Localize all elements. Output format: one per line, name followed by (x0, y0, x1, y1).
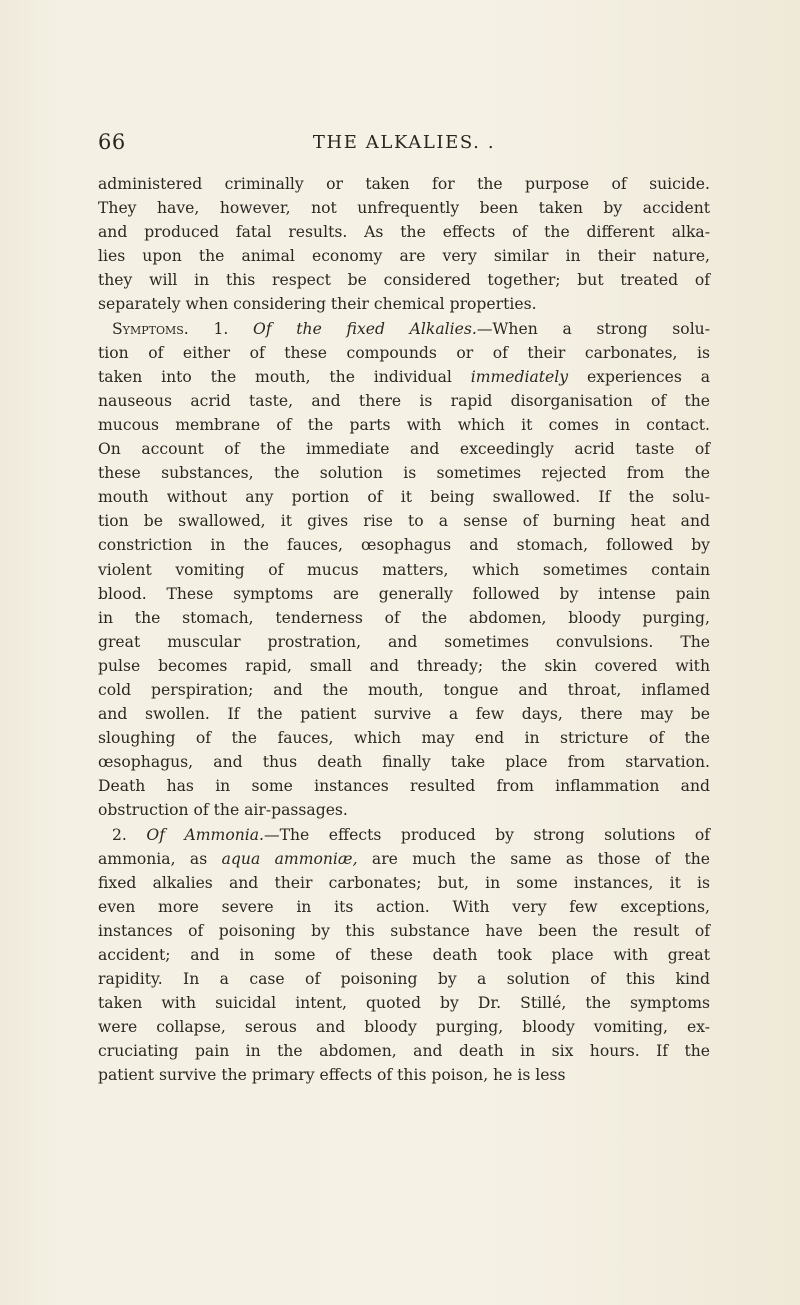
running-head: THE ALKALIES. . (312, 132, 496, 153)
text-line: mouth without any portion of it being swallowed. If the solu- (98, 488, 710, 507)
text-line: violent vomiting of mucus matters, which sometimes contain (98, 560, 710, 579)
emphasis: aqua ammoniæ, (221, 849, 358, 868)
text-line (98, 365, 710, 389)
body-text (98, 172, 710, 1088)
text-line: in the stomach, tenderness of the abdomen, bloody purging, (98, 608, 710, 627)
text-line: fixed alkalies and their carbonates; but, in some instances, it is (98, 873, 710, 892)
text-span: experiences a (568, 367, 710, 386)
text-line: rapidity. In a case of poisoning by a solution of this kind (98, 970, 710, 989)
text-line: patient survive the primary effects of this poison, he is less (98, 1066, 566, 1085)
text-span: ammonia, as (98, 849, 222, 868)
text-span: are much the same as those of the (357, 849, 710, 868)
fixed-alkalies-heading: Of the fixed Alkalies. (253, 319, 477, 338)
symptoms-heading: Symptoms. (112, 319, 189, 338)
text-line: these substances, the solution is sometimes rejected from the (98, 464, 710, 483)
emphasis: immediately (470, 367, 569, 386)
text-line: tion of either of these compounds or of their carbonates, is (98, 343, 710, 362)
text-span: —When a strong solu- (476, 319, 710, 338)
text-line: constriction in the fauces, œsophagus and stomach, followed by (98, 536, 710, 555)
text-span: 2. (112, 825, 147, 844)
text-line: On account of the immediate and exceedingly acrid taste of (98, 440, 710, 459)
text-line: cold perspiration; and the mouth, tongue and throat, inflamed (98, 680, 710, 699)
text-line: They have, however, not unfrequently been taken by accident (98, 199, 710, 218)
text-line: instances of poisoning by this substance have been the result of (98, 921, 710, 940)
text-line: were collapse, serous and bloody purging, bloody vomiting, ex- (98, 1018, 710, 1037)
text-line: and produced fatal results. As the effects of the different alka- (98, 223, 710, 242)
text-span: 1. (188, 319, 254, 338)
text-line: accident; and in some of these death took place with great (98, 946, 710, 964)
text-line: great muscular prostration, and sometimes convulsions. The (98, 632, 710, 651)
text-line: pulse becomes rapid, small and thready; the skin covered with (98, 656, 710, 675)
text-line: blood. These symptoms are generally followed by intense pain (98, 584, 710, 603)
text-line: mucous membrane of the parts with which it comes in contact. (98, 415, 710, 434)
page-number: 66 (98, 130, 126, 154)
text-span: taken into the mouth, the individual (98, 367, 471, 386)
text-line: even more severe in its action. With very few exceptions, (98, 897, 710, 916)
text-span: —The effects produced by strong solutions of (264, 825, 710, 844)
text-line: obstruction of the air-passages. (98, 801, 348, 820)
section-heading-line (98, 317, 710, 341)
text-line: tion be swallowed, it gives rise to a sense of burning heat and (98, 512, 710, 531)
text-line: cruciating pain in the abdomen, and death in six hours. If the (98, 1042, 710, 1061)
text-line: nauseous acrid taste, and there is rapid disorganisation of the (98, 391, 710, 410)
section-heading-line (98, 823, 710, 847)
text-line: Death has in some instances resulted from inflammation and (98, 777, 710, 796)
text-line: sloughing of the fauces, which may end in stricture of the (98, 729, 710, 748)
text-line: and swollen. If the patient survive a few days, there may be (98, 705, 710, 724)
page-header (98, 130, 710, 160)
text-line: separately when considering their chemical properties. (98, 295, 537, 314)
text-line: they will in this respect be considered together; but treated of (98, 271, 710, 290)
text-line: taken with suicidal intent, quoted by Dr. Stillé, the symptoms (98, 994, 710, 1013)
text-line: administered criminally or taken for the purpose of suicide. (98, 175, 710, 193)
text-line (98, 847, 710, 871)
ammonia-heading: Of Ammonia. (146, 825, 265, 844)
text-line: lies upon the animal economy are very similar in their nature, (98, 247, 710, 266)
text-line: œsophagus, and thus death finally take place from starvation. (98, 753, 710, 772)
